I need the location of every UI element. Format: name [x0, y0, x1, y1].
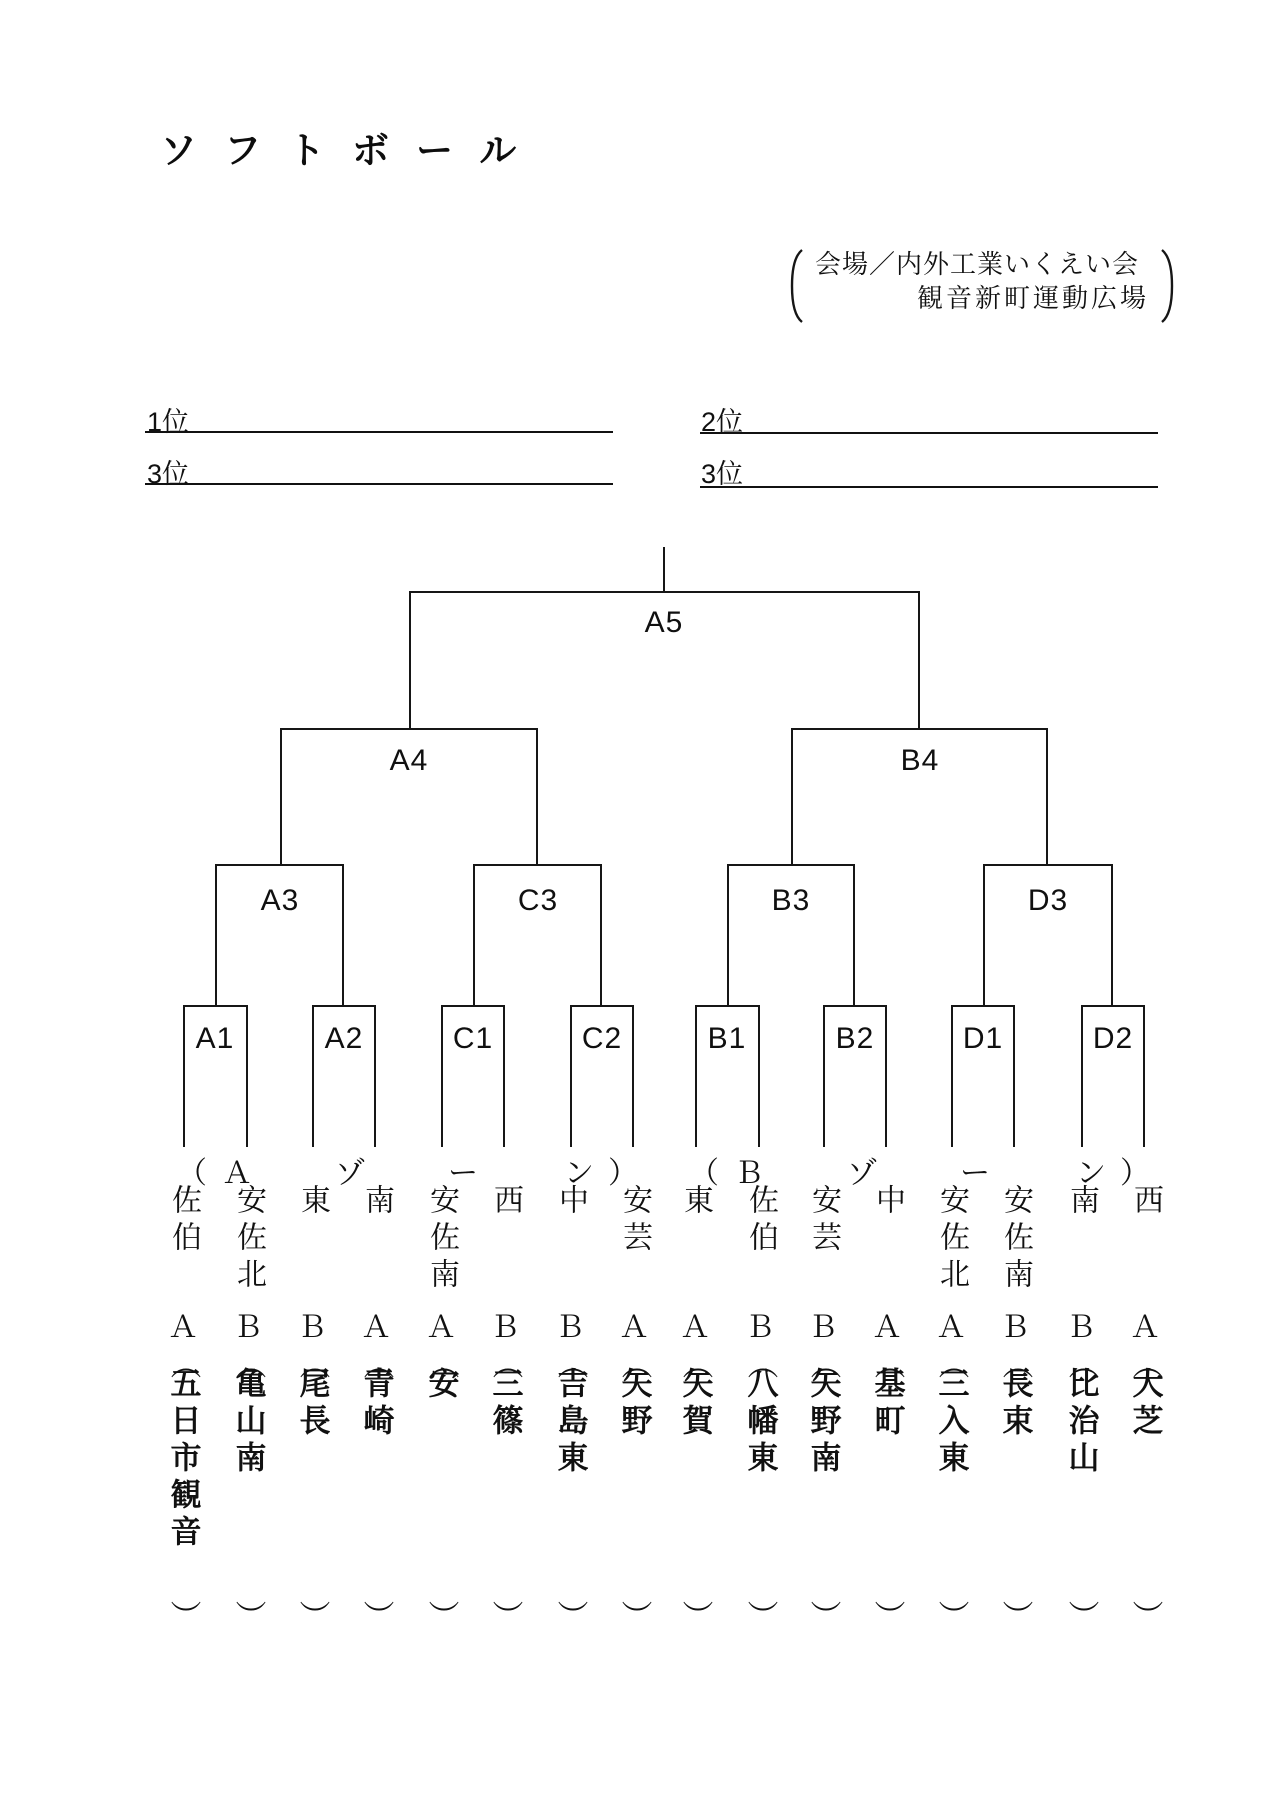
close-paren: ）: [869, 1600, 905, 1631]
match-label-quarterfinal: A3: [260, 884, 300, 917]
team-region: 安佐南: [999, 1184, 1032, 1295]
team-name-text: 安: [423, 1367, 459, 1404]
match-label-round1: D1: [962, 1022, 1004, 1055]
team-column: [167, 1184, 199, 1664]
team-column: [296, 1184, 328, 1664]
team-name: [999, 1348, 1032, 1441]
team-group-letter: Ａ: [1130, 1311, 1160, 1344]
match-label-quarterfinal: B3: [771, 884, 811, 917]
team-group-letter: Ａ: [872, 1311, 902, 1344]
open-paren: （: [997, 1348, 1033, 1367]
match-label-round1: C1: [452, 1022, 494, 1055]
open-paren: （: [487, 1348, 523, 1367]
venue-line2: 観音新町運動広場: [916, 283, 1149, 313]
team-region: 安佐北: [232, 1184, 265, 1295]
rank-third-right-line: [700, 486, 1158, 488]
close-paren: ）: [358, 1600, 394, 1631]
rank-first-label: 1位: [147, 407, 190, 437]
team-region: 佐伯: [744, 1184, 777, 1258]
team-name-text: 八幡東: [742, 1367, 778, 1478]
close-paren: ）: [997, 1600, 1033, 1631]
close-paren: ）: [230, 1600, 266, 1631]
team-column: [871, 1184, 903, 1664]
open-paren: （: [677, 1348, 713, 1367]
team-column: [744, 1184, 776, 1664]
team-name: [618, 1348, 651, 1441]
team-group-letter: Ａ: [361, 1311, 391, 1344]
team-name-text: 青崎: [358, 1367, 394, 1441]
open-paren: （: [1127, 1348, 1163, 1367]
team-region: 中: [554, 1184, 587, 1221]
zone-a-char: ン: [564, 1157, 594, 1190]
open-paren: （: [423, 1348, 459, 1367]
open-paren: （: [165, 1348, 201, 1367]
team-name: [807, 1348, 840, 1478]
open-paren: （: [805, 1348, 841, 1367]
team-column: [360, 1184, 392, 1664]
team-name-text: 長束: [997, 1367, 1033, 1441]
team-name: [935, 1348, 968, 1478]
team-region: 南: [360, 1184, 393, 1221]
team-group-letter: Ｂ: [745, 1311, 775, 1344]
zone-b-char: ）: [1120, 1157, 1150, 1190]
team-name-text: 矢賀: [677, 1367, 713, 1441]
match-label-round1: A2: [324, 1022, 364, 1055]
team-name-text: 亀山南: [230, 1367, 266, 1478]
close-paren: ）: [742, 1600, 778, 1631]
team-group-letter: Ｂ: [490, 1311, 520, 1344]
team-column: [807, 1184, 839, 1664]
open-paren: （: [742, 1348, 778, 1367]
match-label-quarterfinal: C3: [517, 884, 559, 917]
team-column: [679, 1184, 711, 1664]
match-label-round1: C2: [581, 1022, 623, 1055]
team-group-letter: Ｂ: [808, 1311, 838, 1344]
team-column: [1065, 1184, 1097, 1664]
team-region: 安佐南: [425, 1184, 458, 1295]
open-paren: （: [933, 1348, 969, 1367]
team-name: [679, 1348, 712, 1441]
team-column: [232, 1184, 264, 1664]
open-paren: （: [552, 1348, 588, 1367]
rank-third-left-line: [145, 483, 613, 485]
rank-second-line: [700, 432, 1158, 434]
team-column: [618, 1184, 650, 1664]
team-group-letter: Ａ: [619, 1311, 649, 1344]
team-group-letter: Ａ: [168, 1311, 198, 1344]
close-paren: ）: [165, 1600, 201, 1631]
team-name: [871, 1348, 904, 1441]
zone-a-char: ）: [608, 1157, 638, 1190]
team-name-text: 大芝: [1127, 1367, 1163, 1441]
team-region: 南: [1065, 1184, 1098, 1221]
match-label-quarterfinal: D3: [1027, 884, 1069, 917]
open-paren: （: [1063, 1348, 1099, 1367]
team-name: [296, 1348, 329, 1441]
champion-line: [663, 547, 665, 591]
rank-second-label: 2位: [701, 407, 744, 437]
close-paren: ）: [1127, 1600, 1163, 1631]
rank-third-right-label: 3位: [701, 459, 744, 489]
team-column: [935, 1184, 967, 1664]
team-name: [167, 1348, 200, 1552]
close-paren: ）: [805, 1600, 841, 1631]
venue-box: [815, 247, 1149, 315]
team-name: [360, 1348, 393, 1441]
team-region: 東: [679, 1184, 712, 1221]
team-column: [425, 1184, 457, 1664]
match-label-round1: B1: [707, 1022, 747, 1055]
zone-a-char: （: [177, 1157, 207, 1190]
match-label-final: A5: [644, 606, 684, 639]
close-paren: ）: [487, 1600, 523, 1631]
close-paren: ）: [423, 1600, 459, 1631]
team-name: [744, 1348, 777, 1478]
zone-b-char: Ｂ: [734, 1157, 764, 1190]
team-name: [554, 1348, 587, 1478]
rank-first-line: [145, 431, 613, 433]
team-name-text: 矢野南: [805, 1367, 841, 1478]
close-paren: ）: [616, 1600, 652, 1631]
team-region: 東: [296, 1184, 329, 1221]
zone-a-char: ゾ: [335, 1157, 365, 1190]
team-group-letter: Ａ: [426, 1311, 456, 1344]
open-paren: （: [358, 1348, 394, 1367]
match-label-semifinal-left: A4: [389, 744, 429, 777]
team-region: 佐伯: [167, 1184, 200, 1258]
rank-third-left-label: 3位: [147, 459, 190, 489]
venue-line1: 会場／内外工業いくえい会: [815, 249, 1140, 279]
close-paren: ）: [1063, 1600, 1099, 1631]
team-name-text: 尾長: [294, 1367, 330, 1441]
team-region: 安芸: [618, 1184, 651, 1258]
zone-a-char: Ａ: [222, 1157, 252, 1190]
team-group-letter: Ａ: [680, 1311, 710, 1344]
open-paren: （: [294, 1348, 330, 1367]
team-column: [489, 1184, 521, 1664]
team-column: [554, 1184, 586, 1664]
zone-b-char: ー: [960, 1157, 990, 1190]
team-name-text: 吉島東: [552, 1367, 588, 1478]
match-label-round1: B2: [835, 1022, 875, 1055]
match-label-semifinal-right: B4: [900, 744, 940, 777]
team-name: [489, 1348, 522, 1441]
team-name: [1129, 1348, 1162, 1441]
team-name-text: 三入東: [933, 1367, 969, 1478]
team-group-letter: Ｂ: [297, 1311, 327, 1344]
open-paren: （: [869, 1348, 905, 1367]
open-paren: （: [616, 1348, 652, 1367]
team-group-letter: Ｂ: [1000, 1311, 1030, 1344]
team-column: [999, 1184, 1031, 1664]
venue-bracket-right-icon: [1159, 248, 1175, 324]
team-column: [1129, 1184, 1161, 1664]
team-region: 西: [489, 1184, 522, 1221]
team-region: 安芸: [807, 1184, 840, 1258]
team-name: [1065, 1348, 1098, 1478]
team-name: [425, 1348, 458, 1404]
zone-b-char: （: [689, 1157, 719, 1190]
team-region: 西: [1129, 1184, 1162, 1221]
zone-a-char: ー: [448, 1157, 478, 1190]
venue-bracket-left-icon: [789, 248, 805, 324]
team-name-text: 基町: [869, 1367, 905, 1441]
team-group-letter: Ｂ: [233, 1311, 263, 1344]
team-region: 中: [871, 1184, 904, 1221]
open-paren: （: [230, 1348, 266, 1367]
team-group-letter: Ａ: [936, 1311, 966, 1344]
page-title: ソフトボール: [160, 130, 544, 171]
zone-b-char: ゾ: [847, 1157, 877, 1190]
team-group-letter: Ｂ: [1066, 1311, 1096, 1344]
team-group-letter: Ｂ: [555, 1311, 585, 1344]
team-region: 安佐北: [935, 1184, 968, 1295]
match-label-round1: A1: [195, 1022, 235, 1055]
close-paren: ）: [933, 1600, 969, 1631]
team-name-text: 五日市観音: [165, 1367, 201, 1552]
team-name-text: 三篠: [487, 1367, 523, 1441]
team-name: [232, 1348, 265, 1478]
close-paren: ）: [552, 1600, 588, 1631]
zone-b-char: ン: [1076, 1157, 1106, 1190]
close-paren: ）: [294, 1600, 330, 1631]
team-name-text: 比治山: [1063, 1367, 1099, 1478]
team-name-text: 矢野: [616, 1367, 652, 1441]
match-label-round1: D2: [1092, 1022, 1134, 1055]
close-paren: ）: [677, 1600, 713, 1631]
